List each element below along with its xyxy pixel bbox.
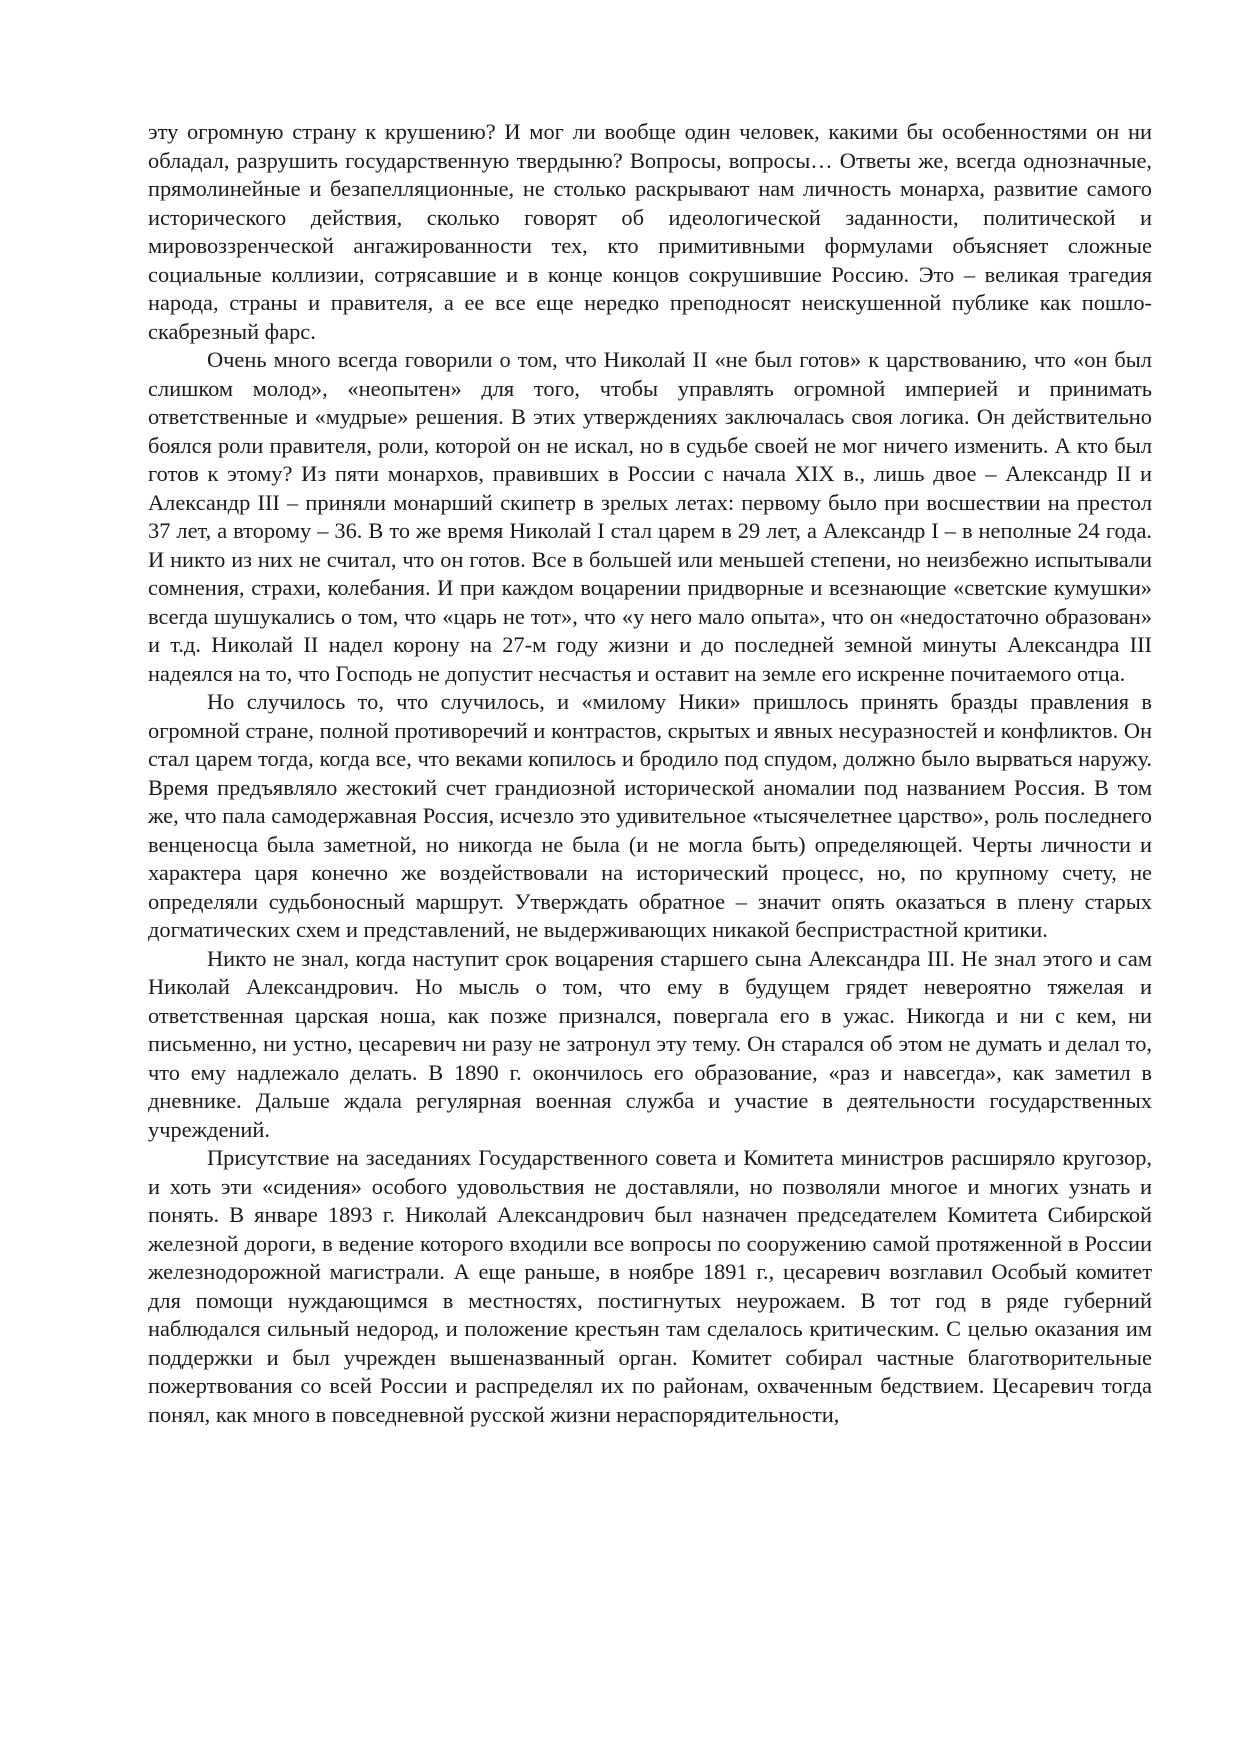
paragraph-1: эту огромную страну к крушению? И мог ли вообще один человек, какими бы особенностями он ни обладал, разрушить государственную твердыню? Вопросы, вопросы… Ответы же, всегда однозначные, прямолинейные и безапелляционные, не столько раскрывают нам личность монарха, развитие самого исторического действия, сколько говорят об идеологической заданности, политической и мировоззренческой ангажированности тех, кто примитивными формулами объясняет сложные социальные коллизии, сотрясавшие и в конце концов сокрушившие Россию. Это – великая трагедия народа, страны и правителя, а ее все еще нередко преподносят неискушенной публике как пошло-скабрезный фарс. <box>148 119 1152 344</box>
document-page <box>148 118 1152 1429</box>
paragraph-2: Очень много всегда говорили о том, что Николай II «не был готов» к царствованию, что «он был слишком молод», «неопытен» для того, чтобы управлять огромной империей и принимать ответственные и «мудрые» решения. В этих утверждениях заключалась своя логика. Он действительно боялся роли правителя, роли, которой он не искал, но в судьбе своей не мог ничего изменить. А кто был готов к этому? Из пяти монархов, правивших в России с начала XIX в., лишь двое – Александр II и Александр III – приняли монарший скипетр в зрелых летах: первому было при восшествии на престол 37 лет, а второму – 36. В то же время Николай I стал царем в 29 лет, а Александр I – в неполные 24 года. И никто из них не считал, что он готов. Все в большей или меньшей степени, но неизбежно испытывали сомнения, страхи, колебания. И при каждом воцарении придворные и всезнающие «светские кумушки» всегда шушукались о том, что «царь не тот», что «у него мало опыта», что он «недостаточно образован» и т.д. Николай II надел корону на 27-м году жизни и до последней земной минуты Александра III надеялся на то, что Господь не допустит несчастья и оставит на земле его искренне почитаемого отца. <box>148 347 1152 686</box>
paragraph-4: Никто не знал, когда наступит срок воцарения старшего сына Александра III. Не знал этого и сам Николай Александрович. Но мысль о том, что ему в будущем грядет невероятно тяжелая и ответственная царская ноша, как позже признался, повергала его в ужас. Никогда и ни с кем, ни письменно, ни устно, цесаревич ни разу не затронул эту тему. Он старался об этом не думать и делал то, что ему надлежало делать. В 1890 г. окончилось его образование, «раз и навсегда», как заметил в дневнике. Дальше ждала регулярная военная служба и участие в деятельности государственных учреждений. <box>148 945 1152 1142</box>
paragraph-3: Но случилось то, что случилось, и «милому Ники» пришлось принять бразды правления в огромной стране, полной противоречий и контрастов, скрытых и явных несуразностей и конфликтов. Он стал царем тогда, когда все, что веками копилось и бродило под спудом, должно было вырваться наружу. Время предъявляло жестокий счет грандиозной исторической аномалии под названием Россия. В том же, что пала самодержавная Россия, исчезло это удивительное «тысячелетнее царство», роль последнего венценосца была заметной, но никогда не была (и не могла быть) определяющей. Черты личности и характера царя конечно же воздействовали на исторический процесс, но, по крупному счету, не определяли судьбоносный маршрут. Утверждать обратное – значит опять оказаться в плену старых догматических схем и представлений, не выдерживающих никакой беспристрастной критики. <box>148 689 1152 942</box>
paragraph-5: Присутствие на заседаниях Государственного совета и Комитета министров расширяло кругозор, и хоть эти «сидения» особого удовольствия не доставляли, но позволяли многое и многих узнать и понять. В январе 1893 г. Николай Александрович был назначен председателем Комитета Сибирской железной дороги, в ведение которого входили все вопросы по сооружению самой протяженной в России железнодорожной магистрали. А еще раньше, в ноябре 1891 г., цесаревич возглавил Особый комитет для помощи нуждающимся в местностях, постигнутых неурожаем. В тот год в ряде губерний наблюдался сильный недород, и положение крестьян там сделалось критическим. С целью оказания им поддержки и был учрежден вышеназванный орган. Комитет собирал частные благотворительные пожертвования со всей России и распределял их по районам, охваченным бедствием. Цесаревич тогда понял, как много в повседневной русской жизни нераспорядительности, <box>148 1145 1152 1427</box>
